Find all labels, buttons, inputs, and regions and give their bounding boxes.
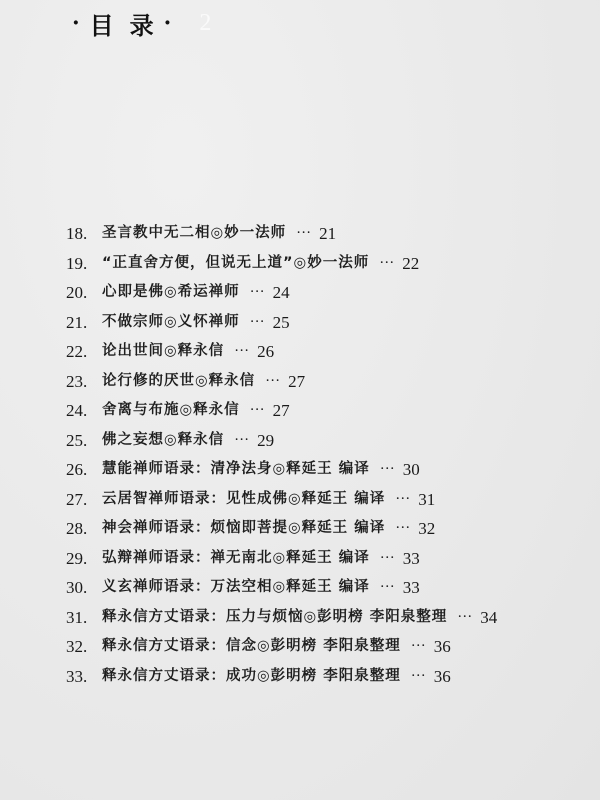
toc-entry-number: 24. <box>66 401 88 420</box>
toc-entry-number: 19. <box>66 253 88 273</box>
header-title-char-1: 目 <box>89 10 114 40</box>
toc-entry-page: 33 <box>402 578 420 597</box>
toc-entry-title: 释永信方丈语录：成功◎彭明榜 李阳泉整理 <box>102 667 401 684</box>
toc-entry-title: 心即是佛◎希运禅师 <box>102 284 240 300</box>
toc-entry-number: 29. <box>66 548 88 568</box>
toc-entry-page: 36 <box>433 637 451 656</box>
toc-entry-title: 慧能禅师语录：清净法身◎释延王 编译 <box>102 461 370 477</box>
toc-entry-page: 31 <box>418 489 436 509</box>
toc-entry-title: “正直舍方便，但说无上道”◎妙一法师 <box>102 254 370 271</box>
toc-leader: ··· <box>249 313 265 330</box>
toc-entry-page: 32 <box>418 519 436 538</box>
toc-entry-number: 31. <box>66 607 88 627</box>
toc-entry[interactable] <box>66 544 497 574</box>
toc-entry-number: 20. <box>66 283 88 302</box>
toc-entry[interactable] <box>66 632 497 662</box>
toc-entry-number: 23. <box>66 371 88 391</box>
toc-entry[interactable] <box>66 485 497 515</box>
page-header <box>62 6 211 40</box>
toc-leader: ··· <box>395 490 411 507</box>
toc-entry-title: 圣言教中无二相◎妙一法师 <box>102 225 287 241</box>
toc-entry-title: 神会禅师语录：烦恼即菩提◎释延王 编译 <box>102 520 386 536</box>
toc-entry[interactable] <box>66 367 497 397</box>
toc-entry-page: 30 <box>402 460 420 479</box>
toc-entry-number: 21. <box>66 312 88 332</box>
toc-entry-page: 25 <box>272 312 290 332</box>
toc-entry[interactable] <box>66 337 497 367</box>
toc-leader: ··· <box>379 254 395 271</box>
toc-entry-title: 论行修的厌世◎释永信 <box>102 372 256 389</box>
toc-entry-number: 28. <box>66 519 88 538</box>
toc-entry-title: 弘辩禅师语录：禅无南北◎释延王 编译 <box>102 549 370 566</box>
toc-entry[interactable] <box>66 219 497 249</box>
toc-entry[interactable] <box>66 603 497 633</box>
toc-entry-title: 云居智禅师语录：见性成佛◎释延王 编译 <box>102 490 386 507</box>
toc-entry-number: 33. <box>66 666 88 686</box>
toc-leader: ··· <box>410 667 426 684</box>
toc-leader: ··· <box>457 608 473 625</box>
toc-entry-title: 论出世间◎释永信 <box>102 343 225 359</box>
toc-entry[interactable] <box>66 426 497 456</box>
toc-entry-title: 释永信方丈语录：压力与烦恼◎彭明榜 李阳泉整理 <box>102 608 448 625</box>
toc-entry-number: 18. <box>66 224 88 243</box>
toc-leader: ··· <box>410 638 426 654</box>
toc-leader: ··· <box>379 579 395 595</box>
toc-entry-title: 佛之妄想◎释永信 <box>102 431 225 448</box>
toc-entry[interactable] <box>66 278 497 308</box>
toc-entry-page: 29 <box>257 430 275 450</box>
toc-entry-page: 27 <box>272 401 290 420</box>
toc-entry-number: 27. <box>66 489 88 509</box>
toc-entry-page: 27 <box>288 371 306 391</box>
toc-entry[interactable] <box>66 249 497 279</box>
header-dot-right: · <box>163 10 172 36</box>
toc-entry[interactable] <box>66 514 497 544</box>
toc-entry-page: 36 <box>433 666 451 686</box>
toc-entry-number: 30. <box>66 578 88 597</box>
toc-entry-title: 舍离与布施◎释永信 <box>102 402 240 418</box>
toc-leader: ··· <box>379 549 395 566</box>
toc-leader: ··· <box>296 225 312 241</box>
header-title-char-2: 录 <box>129 10 154 40</box>
toc-leader: ··· <box>395 520 411 536</box>
toc-entry-page: 33 <box>402 548 420 568</box>
toc-entry-page: 34 <box>480 607 498 627</box>
page-number: 2 <box>199 9 212 36</box>
toc-entry[interactable] <box>66 455 497 485</box>
toc-entry-page: 26 <box>257 342 275 361</box>
toc-leader: ··· <box>234 343 250 359</box>
toc-entry[interactable] <box>66 662 497 692</box>
toc-leader: ··· <box>234 431 250 448</box>
toc-entry-title: 不做宗师◎义怀禅师 <box>102 313 240 330</box>
toc-entry-number: 22. <box>66 342 88 361</box>
toc-entry-number: 32. <box>66 637 88 656</box>
toc-entry-page: 22 <box>402 253 420 273</box>
toc-entry-number: 25. <box>66 430 88 450</box>
toc-entry-page: 24 <box>272 283 290 302</box>
toc-entry[interactable] <box>66 308 497 338</box>
toc-leader: ··· <box>265 372 281 389</box>
toc-entry[interactable] <box>66 396 497 426</box>
toc-leader: ··· <box>249 402 265 418</box>
toc-entry-title: 释永信方丈语录：信念◎彭明榜 李阳泉整理 <box>102 638 401 654</box>
header-dot-left: · <box>72 10 80 36</box>
table-of-contents <box>66 219 497 691</box>
toc-leader: ··· <box>379 461 395 477</box>
toc-entry-number: 26. <box>66 460 88 479</box>
toc-leader: ··· <box>249 284 265 300</box>
toc-entry[interactable] <box>66 573 497 603</box>
toc-entry-page: 21 <box>319 224 337 243</box>
toc-entry-title: 义玄禅师语录：万法空相◎释延王 编译 <box>102 579 370 595</box>
